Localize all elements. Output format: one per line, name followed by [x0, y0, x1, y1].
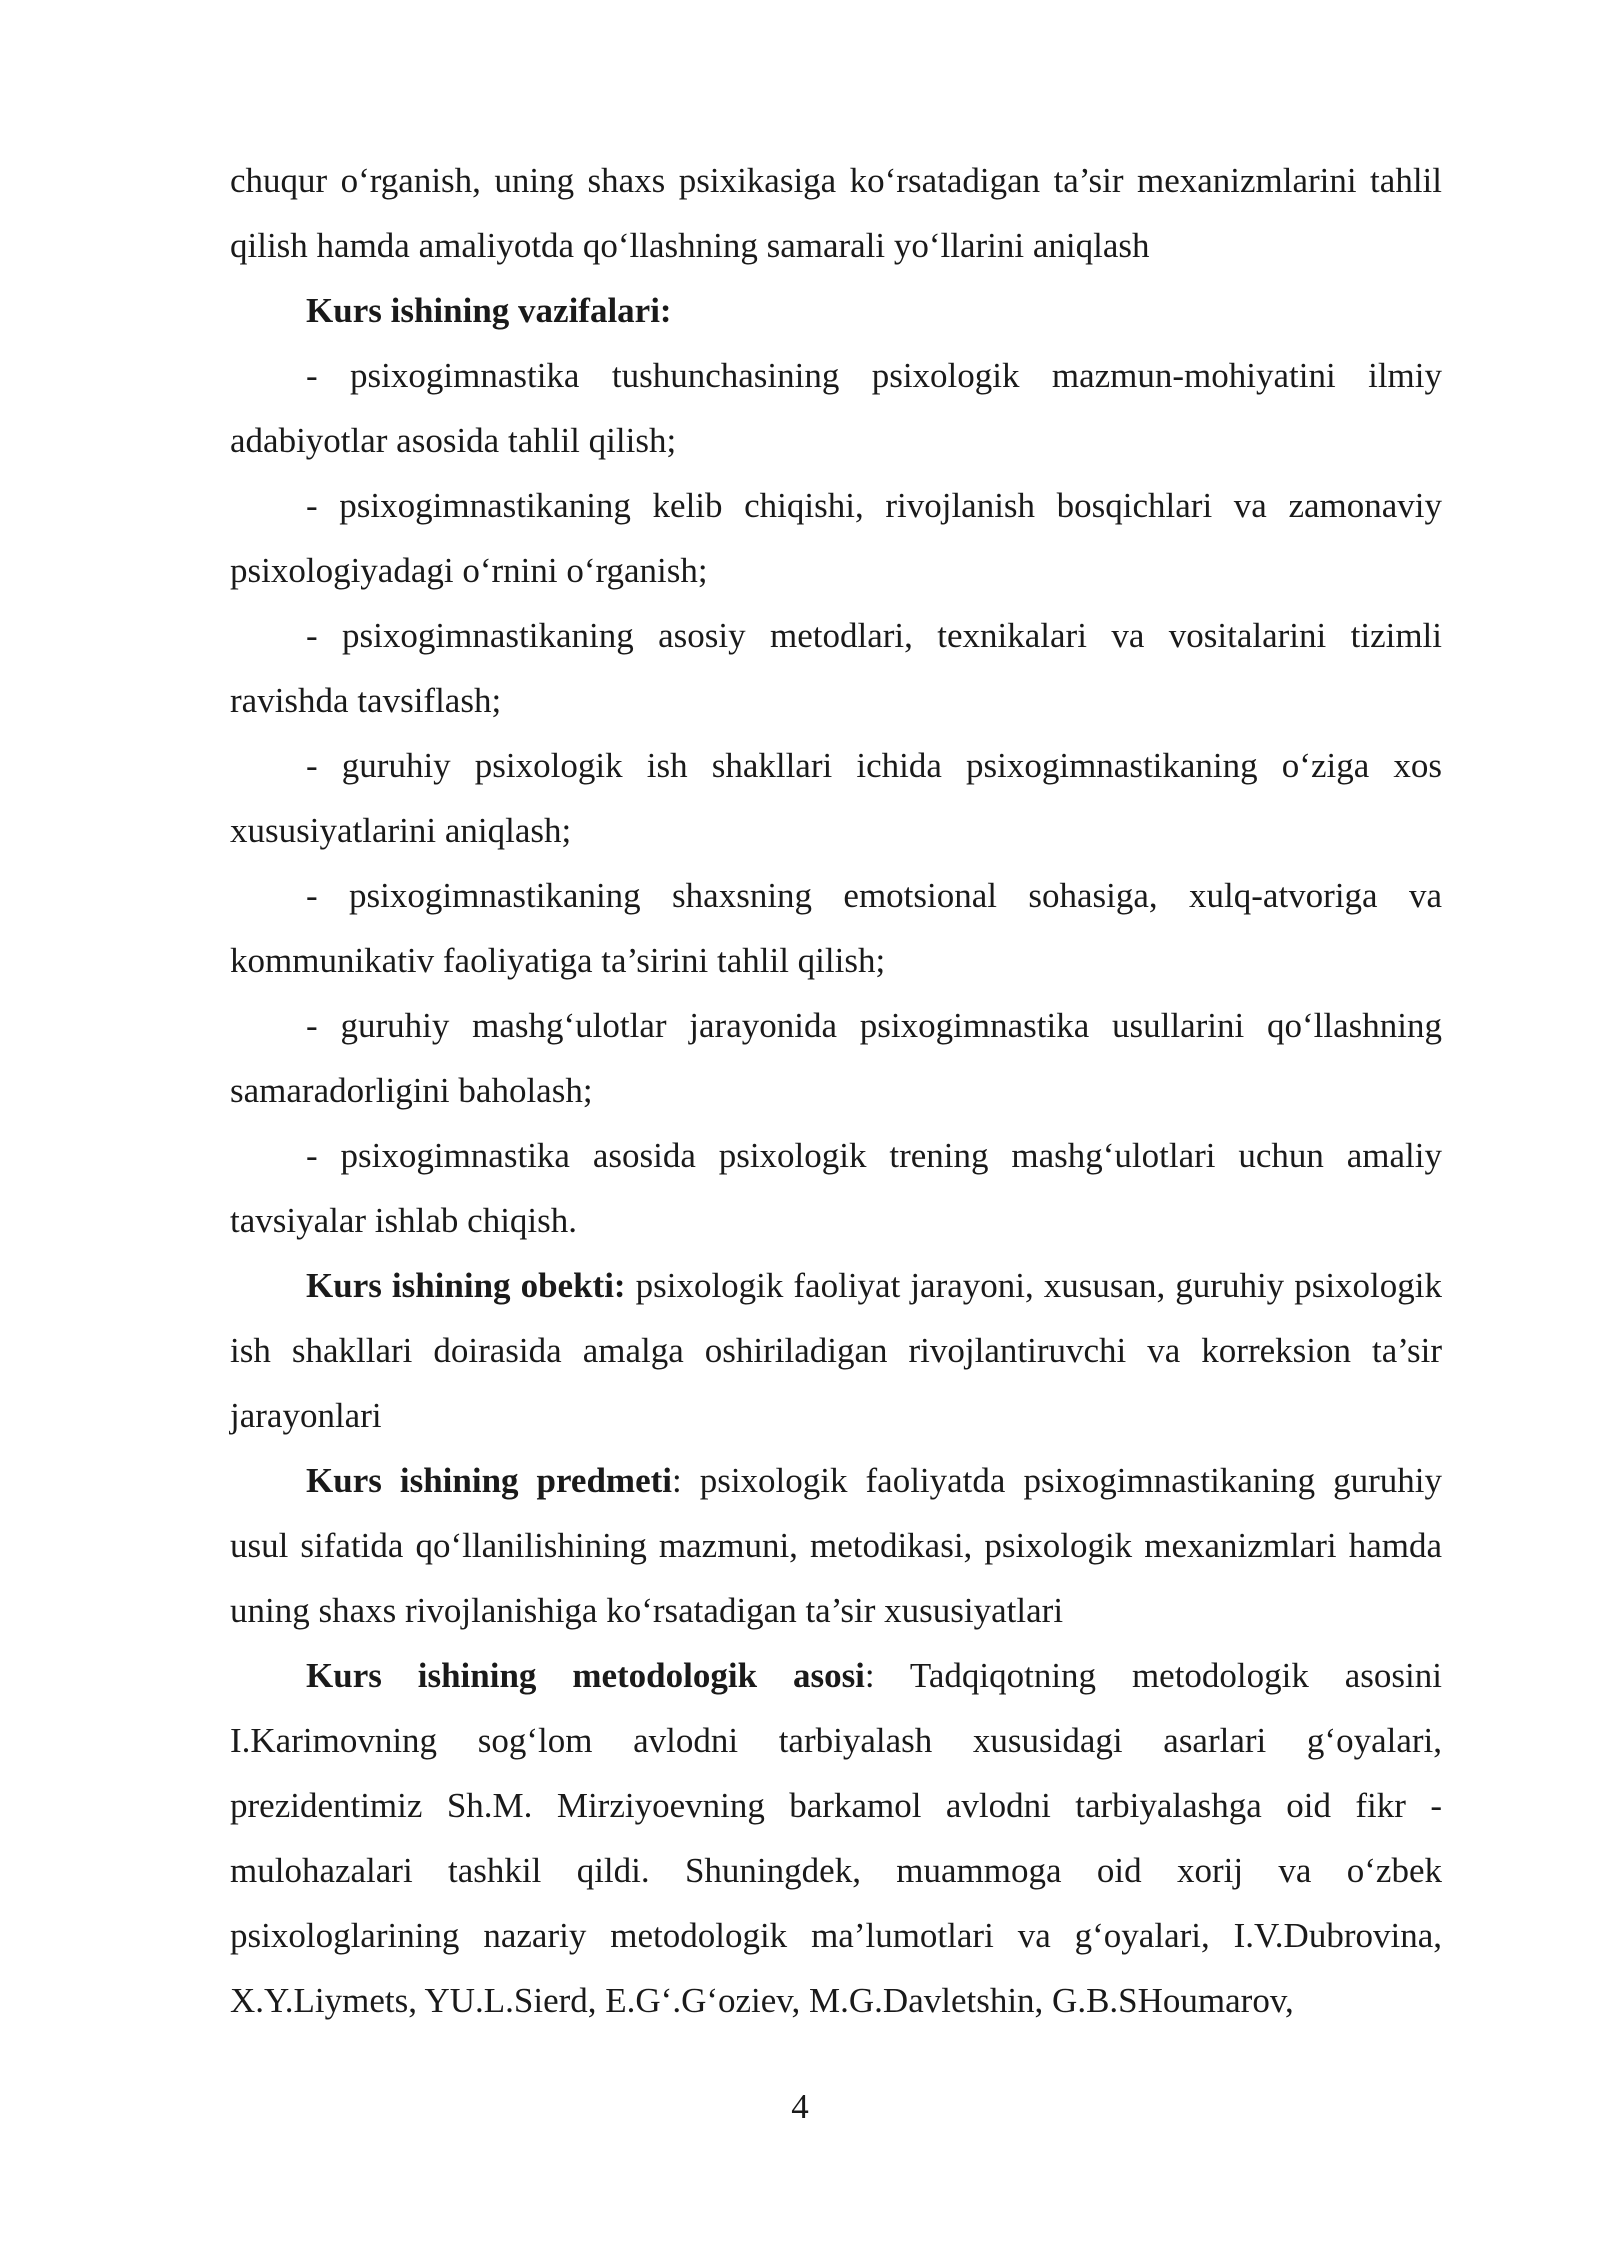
methodology-text: : Tadqiqotning metodologik asosini I.Karimovning sog‘lom avlodni tarbiyalash xususidagi asarlari g‘oyalari, prezidentimiz Sh.M. Mirziyoevning barkamol avlodni tarbiyalashga oid fikr -mulohazalari tashkil qildi. Shuningdek, muammoga oid xorij va o‘zbek psixologlarining nazariy metodologik ma’lumotlari va g‘oyalari, I.V.Dubrovina, X.Y.Liymets, YU.L.Sierd, E.G‘.G‘oziev, M.G.Davletshin, G.B.SHoumarov,: [230, 1656, 1442, 2020]
subject-label: Kurs ishining predmeti: [306, 1461, 672, 1500]
intro-paragraph: chuqur o‘rganish, uning shaxs psixikasiga ko‘rsatadigan ta’sir mexanizmlarini tahlil qilish hamda amaliyotda qo‘llashning samarali yo‘llarini aniqlash: [230, 161, 1442, 265]
task-item-7: - psixogimnastika asosida psixologik trening mashg‘ulotlari uchun amaliy tavsiyalar ishlab chiqish.: [230, 1136, 1442, 1240]
document-page: [230, 148, 1442, 2033]
methodology-label: Kurs ishining metodologik asosi: [306, 1656, 865, 1695]
tasks-heading-label: Kurs ishining vazifalari:: [306, 291, 672, 330]
object-label: Kurs ishining obekti:: [306, 1266, 626, 1305]
task-item-2: - psixogimnastikaning kelib chiqishi, rivojlanish bosqichlari va zamonaviy psixologiyadagi o‘rnini o‘rganish;: [230, 486, 1442, 590]
task-item-5: - psixogimnastikaning shaxsning emotsional sohasiga, xulq-atvoriga va kommunikativ faoliyatiga ta’sirini tahlil qilish;: [230, 876, 1442, 980]
methodology-paragraph: [230, 1643, 1442, 2033]
task-item-4: - guruhiy psixologik ish shakllari ichida psixogimnastikaning o‘ziga xos xususiyatlarini aniqlash;: [230, 746, 1442, 850]
object-paragraph: [230, 1253, 1442, 1448]
subject-paragraph: [230, 1448, 1442, 1643]
object-text: psixologik faoliyat jarayoni, xususan, guruhiy psixologik ish shakllari doirasida amalga oshiriladigan rivojlantiruvchi va korreksion ta’sir jarayonlari: [230, 1266, 1442, 1435]
subject-text: : psixologik faoliyatda psixogimnastikaning guruhiy usul sifatida qo‘llanilishining mazmuni, metodikasi, psixologik mexanizmlari hamda uning shaxs rivojlanishiga ko‘rsatadigan ta’sir xususiyatlari: [230, 1461, 1442, 1630]
page-number: 4: [791, 2087, 809, 2126]
task-item-1: - psixogimnastika tushunchasining psixologik mazmun-mohiyatini ilmiy adabiyotlar asosida tahlil qilish;: [230, 356, 1442, 460]
task-item-3: - psixogimnastikaning asosiy metodlari, texnikalari va vositalarini tizimli ravishda tavsiflash;: [230, 616, 1442, 720]
task-item-6: - guruhiy mashg‘ulotlar jarayonida psixogimnastika usullarini qo‘llashning samaradorligini baholash;: [230, 1006, 1442, 1110]
tasks-heading: [230, 278, 1442, 343]
